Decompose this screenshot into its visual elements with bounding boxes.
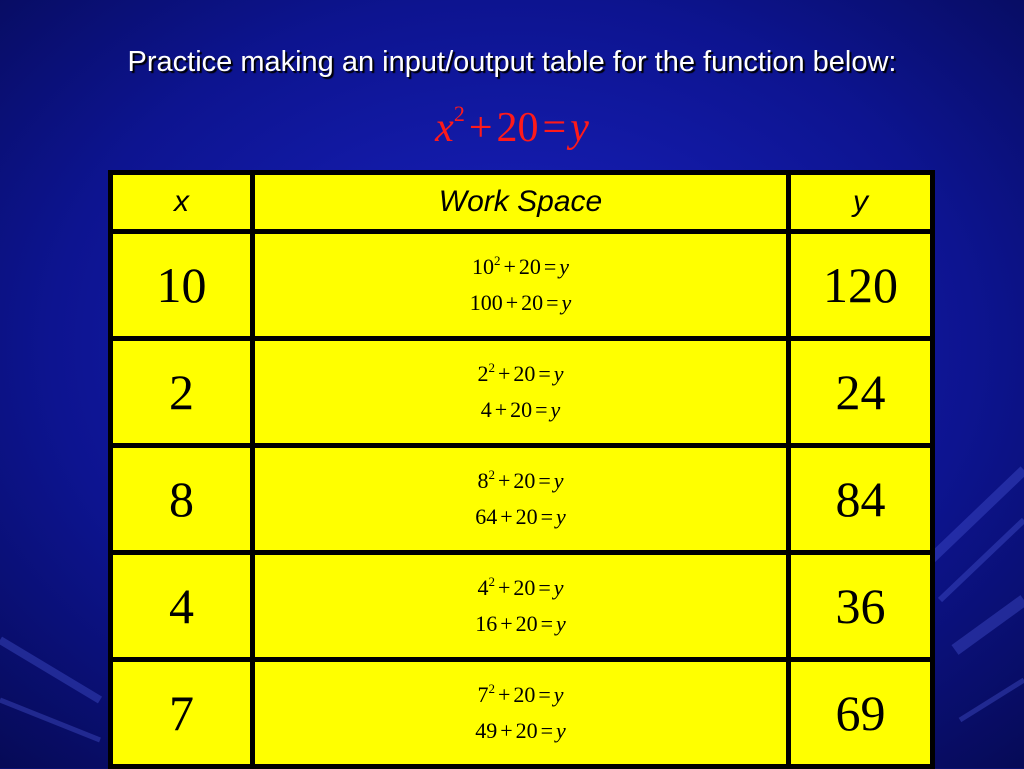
work-equals: =	[538, 361, 551, 386]
work-constant: 20	[513, 575, 536, 600]
table-header-row	[111, 173, 933, 232]
table-row	[111, 339, 933, 446]
work-line-square	[255, 356, 786, 392]
work-line-sum	[255, 499, 786, 535]
function-equals: =	[542, 105, 567, 151]
work-plus: +	[500, 504, 513, 529]
work-line-sum	[255, 713, 786, 749]
work-constant: 20	[518, 254, 541, 279]
work-line-square	[255, 570, 786, 606]
work-equals: =	[540, 718, 554, 743]
work-constant: 20	[513, 682, 536, 707]
y-value-cell: 24	[789, 339, 933, 446]
work-square-value: 16	[475, 611, 498, 636]
table-row	[111, 660, 933, 767]
x-value-cell: 8	[111, 446, 253, 553]
function-plus: +	[468, 105, 493, 151]
work-variable-y: y	[556, 611, 566, 636]
work-variable-y: y	[553, 468, 564, 493]
header-x: x	[111, 173, 253, 232]
work-exponent: 2	[488, 574, 495, 589]
slide-title: Practice making an input/output table for the function below:	[127, 46, 897, 78]
work-equals: =	[535, 397, 548, 422]
work-variable-y: y	[559, 254, 570, 279]
work-constant: 20	[515, 718, 538, 743]
work-plus: +	[497, 468, 511, 493]
work-plus: +	[503, 254, 516, 279]
work-variable-y: y	[561, 290, 572, 315]
work-line-square	[255, 677, 786, 713]
work-space-cell	[253, 660, 789, 767]
work-space-cell	[253, 553, 789, 660]
work-space-cell	[253, 446, 789, 553]
work-plus: +	[505, 290, 519, 315]
work-constant: 20	[510, 397, 533, 422]
header-y: y	[789, 173, 933, 232]
work-line-square	[255, 249, 786, 285]
y-value-cell: 84	[789, 446, 933, 553]
table-row	[111, 446, 933, 553]
work-constant: 20	[513, 361, 536, 386]
work-equals: =	[540, 611, 554, 636]
work-space-cell	[253, 232, 789, 339]
function-exponent: 2	[453, 101, 465, 126]
x-value-cell: 7	[111, 660, 253, 767]
work-base: 7	[477, 682, 489, 707]
x-value-cell: 4	[111, 553, 253, 660]
work-plus: +	[500, 718, 513, 743]
work-base: 8	[477, 468, 489, 493]
table-row	[111, 232, 933, 339]
work-variable-y: y	[553, 575, 564, 600]
work-constant: 20	[515, 504, 538, 529]
work-line-sum	[255, 285, 786, 321]
work-plus: +	[497, 682, 511, 707]
work-variable-y: y	[550, 397, 561, 422]
work-plus: +	[497, 361, 511, 386]
work-base: 10	[471, 254, 494, 279]
work-equals: =	[538, 682, 551, 707]
work-equals: =	[543, 254, 557, 279]
x-value-cell: 2	[111, 339, 253, 446]
work-plus: +	[497, 575, 511, 600]
work-constant: 20	[515, 611, 538, 636]
work-space-cell	[253, 339, 789, 446]
y-value-cell: 36	[789, 553, 933, 660]
x-value-cell: 10	[111, 232, 253, 339]
work-exponent: 2	[488, 467, 495, 482]
function-variable-x: x	[435, 105, 454, 151]
work-square-value: 4	[480, 397, 492, 422]
work-exponent: 2	[488, 681, 495, 696]
function-constant: 20	[496, 105, 539, 151]
work-variable-y: y	[553, 682, 564, 707]
input-output-table	[108, 170, 935, 769]
work-square-value: 100	[469, 290, 503, 315]
y-value-cell: 120	[789, 232, 933, 339]
work-plus: +	[500, 611, 513, 636]
work-variable-y: y	[556, 504, 566, 529]
work-line-sum	[255, 392, 786, 428]
work-equals: =	[538, 468, 551, 493]
work-base: 2	[477, 361, 489, 386]
work-variable-y: y	[553, 361, 564, 386]
work-equals: =	[546, 290, 559, 315]
function-equation	[0, 101, 1024, 152]
work-line-square	[255, 463, 786, 499]
work-equals: =	[540, 504, 554, 529]
work-square-value: 49	[475, 718, 498, 743]
work-plus: +	[494, 397, 508, 422]
work-constant: 20	[513, 468, 536, 493]
work-line-sum	[255, 606, 786, 642]
y-value-cell: 69	[789, 660, 933, 767]
work-equals: =	[538, 575, 551, 600]
work-exponent: 2	[488, 360, 495, 375]
work-square-value: 64	[475, 504, 498, 529]
function-variable-y: y	[570, 105, 589, 151]
table-row	[111, 553, 933, 660]
work-exponent: 2	[493, 253, 501, 268]
header-work-space: Work Space	[253, 173, 789, 232]
work-variable-y: y	[556, 718, 566, 743]
work-constant: 20	[521, 290, 544, 315]
work-base: 4	[477, 575, 489, 600]
